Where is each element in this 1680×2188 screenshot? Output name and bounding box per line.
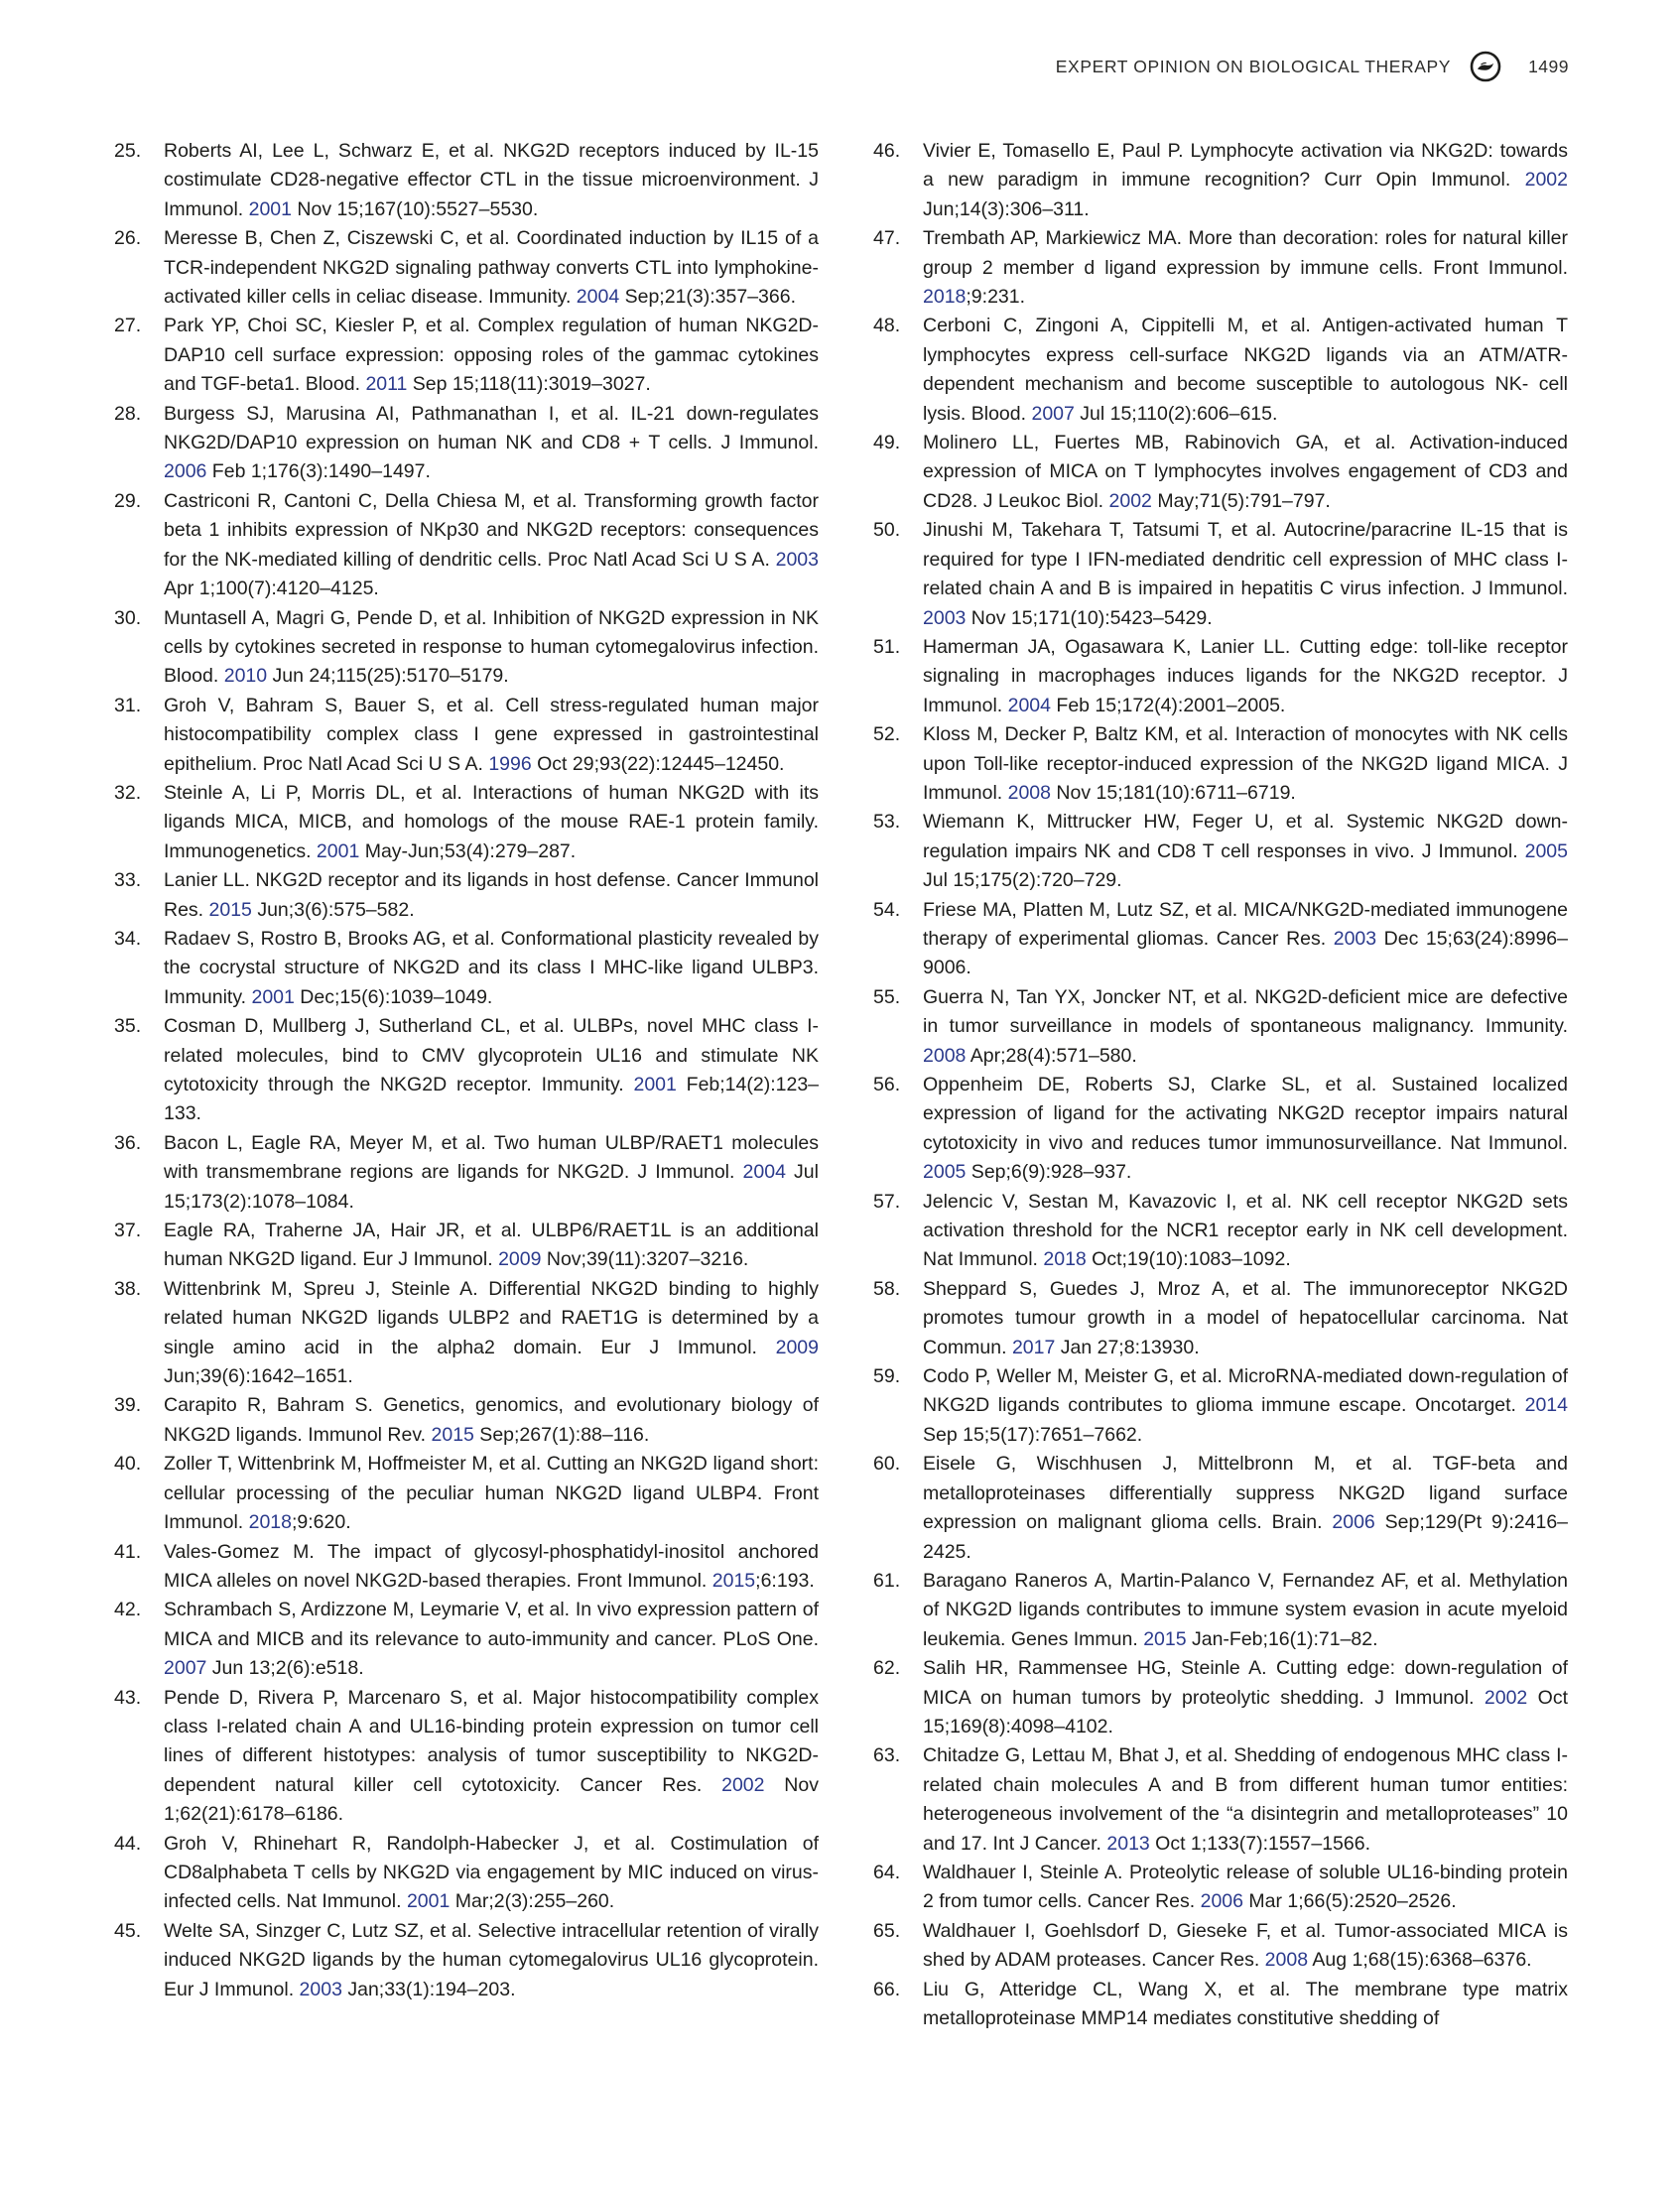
citation-year-link[interactable]: 2009 <box>498 1248 542 1271</box>
reference-text: Cosman D, Mullberg J, Sutherland CL, et al. ULBPs, novel MHC class I-related molecules, bind to CMV glycoprotein UL16 and stimulate NK cytotoxicity through the NKG2D receptor. Immunity. 2001 Feb;14(2):123–133. <box>164 1015 820 1125</box>
reference-number: 29. <box>114 489 142 512</box>
reference-number: 61. <box>873 1569 901 1592</box>
reference-text: Guerra N, Tan YX, Joncker NT, et al. NKG2D-deficient mice are defective in tumor surveillance in models of spontaneous malignancy. Immunity. 2008 Apr;28(4):571–580. <box>923 985 1568 1067</box>
reference-item <box>114 1391 819 1450</box>
citation-year-link[interactable]: 2004 <box>576 286 620 309</box>
reference-item <box>114 1217 819 1275</box>
citation-year-link[interactable]: 2006 <box>1200 1890 1243 1913</box>
references-column-left <box>114 137 819 2033</box>
citation-year-link[interactable]: 2003 <box>299 1978 342 2000</box>
reference-text: Lanier LL. NKG2D receptor and its ligands in host defense. Cancer Immunol Res. 2015 Jun;3(6):575–582. <box>164 869 819 921</box>
publisher-logo-icon <box>1469 50 1502 83</box>
reference-text: Molinero LL, Fuertes MB, Rabinovich GA, et al. Activation-induced expression of MICA on T lymphocytes involves engagement of CD3 and CD28. J Leukoc Biol. 2002 May;71(5):791–797. <box>923 432 1568 512</box>
reference-item <box>873 1741 1568 1859</box>
citation-year-link[interactable]: 2001 <box>251 985 295 1008</box>
citation-year-link[interactable]: 2018 <box>923 286 967 309</box>
reference-number: 57. <box>873 1190 901 1213</box>
reference-text: Friese MA, Platten M, Lutz SZ, et al. MICA/NKG2D-mediated immunogene therapy of experimental gliomas. Cancer Res. 2003 Dec 15;63(24):8996–9006. <box>923 898 1568 979</box>
citation-year-link[interactable]: 2015 <box>711 1569 756 1592</box>
reference-number: 30. <box>114 606 142 629</box>
reference-text: Welte SA, Sinzger C, Lutz SZ, et al. Selective intracellular retention of virally induced NKG2D ligands by the human cytomegalovirus UL16 glycoprotein. Eur J Immunol. 2003 Jan;33(1):194–203. <box>164 1919 819 2000</box>
reference-number: 44. <box>114 1832 142 1855</box>
reference-number: 42. <box>114 1599 142 1621</box>
reference-item <box>873 429 1568 516</box>
reference-number: 27. <box>114 315 142 337</box>
reference-number: 32. <box>114 781 142 804</box>
reference-text: Kloss M, Decker P, Baltz KM, et al. Interaction of monocytes with NK cells upon Toll-like receptor-induced expression of the NKG2D ligand MICA. J Immunol. 2008 Nov 15;181(10):6711–6719. <box>923 723 1568 804</box>
citation-year-link[interactable]: 2008 <box>1264 1949 1309 1972</box>
reference-number: 36. <box>114 1131 142 1154</box>
reference-number: 54. <box>873 898 901 921</box>
reference-number: 60. <box>873 1453 901 1476</box>
citation-year-link[interactable]: 2005 <box>923 1161 967 1184</box>
reference-item <box>114 1012 819 1129</box>
reference-text: Meresse B, Chen Z, Ciszewski C, et al. Coordinated induction by IL15 of a TCR-independent NKG2D signaling pathway converts CTL into lymphokine-activated killer cells in celiac disease. Immunity. 2004 Sep;21(3):357–366. <box>164 227 819 309</box>
reference-number: 43. <box>114 1686 142 1709</box>
citation-year-link[interactable]: 2006 <box>1332 1511 1375 1534</box>
reference-text: Liu G, Atteridge CL, Wang X, et al. The membrane type matrix metalloproteinase MMP14 mediates constitutive shedding of <box>923 1978 1568 2029</box>
reference-text: Eisele G, Wischhusen J, Mittelbronn M, et al. TGF-beta and metalloproteinases differentially suppress NKG2D ligand surface expression on malignant glioma cells. Brain. 2006 Sep;129(Pt 9):2416–2425. <box>923 1453 1569 1563</box>
reference-item <box>114 1684 819 1830</box>
citation-year-link[interactable]: 2001 <box>248 197 292 220</box>
reference-item <box>114 1275 819 1392</box>
reference-number: 28. <box>114 402 142 425</box>
citation-year-link[interactable]: 2010 <box>223 665 268 688</box>
reference-item <box>873 983 1568 1071</box>
reference-text: Pende D, Rivera P, Marcenaro S, et al. Major histocompatibility complex class I-related chain A and UL16-binding protein expression on tumor cell lines of different histotypes: analysis of tumor susceptibility to NKG2D-dependent natural killer cell cytotoxicity. Cancer Res. 2002 Nov 1;62(21):6178–6186. <box>164 1686 819 1826</box>
reference-number: 58. <box>873 1277 901 1300</box>
citation-year-link[interactable]: 2011 <box>365 373 408 396</box>
reference-number: 46. <box>873 140 901 162</box>
reference-item <box>114 1450 819 1537</box>
reference-number: 41. <box>114 1540 142 1563</box>
reference-number: 56. <box>873 1074 901 1095</box>
citation-year-link[interactable]: 2009 <box>775 1336 819 1358</box>
citation-year-link[interactable]: 2002 <box>1524 169 1568 192</box>
reference-item <box>873 224 1568 312</box>
page-header <box>1056 50 1569 83</box>
reference-item <box>873 808 1568 895</box>
reference-text: Eagle RA, Traherne JA, Hair JR, et al. ULBP6/RAET1L is an additional human NKG2D ligand. Eur J Immunol. 2009 Nov;39(11):3207–3216. <box>164 1220 819 1271</box>
journal-title: EXPERT OPINION ON BIOLOGICAL THERAPY <box>1055 56 1452 76</box>
citation-year-link[interactable]: 2005 <box>1524 839 1568 862</box>
citation-year-link[interactable]: 2017 <box>1011 1336 1056 1358</box>
reference-number: 63. <box>873 1744 901 1767</box>
reference-item <box>873 1188 1568 1275</box>
citation-year-link[interactable]: 2004 <box>1007 694 1051 716</box>
citation-year-link[interactable]: 2003 <box>923 606 967 629</box>
reference-item <box>873 1976 1568 2034</box>
reference-item <box>114 1596 819 1683</box>
reference-text: Wittenbrink M, Spreu J, Steinle A. Differential NKG2D binding to highly related human NKG2D ligands ULBP2 and RAET1G is determined by a single amino acid in the alpha2 domain. Eur J Immunol. 2009 Jun;39(6):1642–1651. <box>164 1277 819 1388</box>
citation-year-link[interactable]: 2008 <box>1007 781 1051 804</box>
reference-number: 38. <box>114 1277 142 1300</box>
citation-year-link[interactable]: 2002 <box>1108 489 1152 512</box>
reference-item <box>114 779 819 866</box>
citation-year-link[interactable]: 2013 <box>1106 1832 1150 1855</box>
citation-year-link[interactable]: 2003 <box>775 548 819 571</box>
reference-text: Waldhauer I, Steinle A. Proteolytic release of soluble UL16-binding protein 2 from tumor cells. Cancer Res. 2006 Mar 1;66(5):2520–2526. <box>923 1861 1568 1913</box>
reference-item <box>114 1129 819 1217</box>
citation-year-link[interactable]: 2015 <box>431 1423 474 1446</box>
references-column-right <box>873 137 1568 2033</box>
reference-text: Baragano Raneros A, Martin-Palanco V, Fernandez AF, et al. Methylation of NKG2D ligands contributes to immune system evasion in acute myeloid leukemia. Genes Immun. 2015 Jan-Feb;16(1):71–82. <box>923 1569 1568 1650</box>
reference-number: 37. <box>114 1220 142 1242</box>
reference-text: Trembath AP, Markiewicz MA. More than decoration: roles for natural killer group 2 member d ligand expression by immune cells. Front Immunol. 2018;9:231. <box>923 227 1568 309</box>
reference-text: Vales-Gomez M. The impact of glycosyl-phosphatidyl-inositol anchored MICA alleles on novel NKG2D-based therapies. Front Immunol. 2015;6:193. <box>164 1540 819 1592</box>
reference-item <box>114 224 819 312</box>
reference-item <box>873 720 1568 808</box>
reference-text: Castriconi R, Cantoni C, Della Chiesa M, et al. Transforming growth factor beta 1 inhibits expression of NKp30 and NKG2D receptors: consequences for the NK-mediated killing of dendritic cells. Proc Natl Acad Sci U S A. 2003 Apr 1;100(7):4120–4125. <box>164 489 819 600</box>
reference-item <box>873 1859 1568 1917</box>
reference-item <box>114 312 819 399</box>
reference-text: Radaev S, Rostro B, Brooks AG, et al. Conformational plasticity revealed by the cocrystal structure of NKG2D and its class I MHC-like ligand ULBP3. Immunity. 2001 Dec;15(6):1039–1049. <box>164 927 819 1008</box>
reference-item <box>114 925 819 1012</box>
citation-year-link[interactable]: 2015 <box>1143 1627 1187 1650</box>
reference-number: 55. <box>873 985 901 1008</box>
reference-text: Groh V, Bahram S, Bauer S, et al. Cell stress-regulated human major histocompatibility complex class I gene expressed in gastrointestinal epithelium. Proc Natl Acad Sci U S A. 1996 Oct 29;93(22):12445–12450. <box>164 694 819 775</box>
reference-number: 39. <box>114 1394 142 1417</box>
citation-year-link[interactable]: 2002 <box>1484 1686 1528 1709</box>
reference-item <box>873 1567 1568 1654</box>
citation-year-link[interactable]: 1996 <box>488 752 532 775</box>
reference-number: 49. <box>873 432 901 454</box>
reference-number: 62. <box>873 1657 901 1680</box>
reference-item <box>114 400 819 487</box>
reference-number: 48. <box>873 315 901 337</box>
reference-number: 31. <box>114 694 142 716</box>
reference-item <box>873 1362 1568 1450</box>
reference-text: Burgess SJ, Marusina AI, Pathmanathan I, et al. IL-21 down-regulates NKG2D/DAP10 expression on human NK and CD8 + T cells. J Immunol. 2006 Feb 1;176(3):1490–1497. <box>164 402 819 483</box>
reference-number: 40. <box>114 1453 142 1476</box>
reference-item <box>114 604 819 692</box>
reference-item <box>873 1450 1568 1567</box>
reference-number: 53. <box>873 811 901 834</box>
reference-text: Bacon L, Eagle RA, Meyer M, et al. Two human ULBP/RAET1 molecules with transmembrane regions are ligands for NKG2D. J Immunol. 2004 Jul 15;173(2):1078–1084. <box>164 1131 819 1213</box>
reference-number: 64. <box>873 1861 901 1883</box>
citation-year-link[interactable]: 2015 <box>208 898 252 921</box>
reference-item <box>114 137 819 224</box>
citation-year-link[interactable]: 2001 <box>406 1890 451 1913</box>
reference-item <box>114 487 819 604</box>
reference-text: Schrambach S, Ardizzone M, Leymarie V, et al. In vivo expression pattern of MICA and MICB and its relevance to auto-immunity and cancer. PLoS One. 2007 Jun 13;2(6):e518. <box>164 1599 819 1680</box>
reference-number: 26. <box>114 227 142 250</box>
reference-number: 51. <box>873 635 901 658</box>
references-list <box>114 137 1568 2033</box>
reference-item <box>873 312 1568 429</box>
reference-text: Salih HR, Rammensee HG, Steinle A. Cutting edge: down-regulation of MICA on human tumors by proteolytic shedding. J Immunol. 2002 Oct 15;169(8):4098–4102. <box>923 1657 1568 1738</box>
reference-number: 52. <box>873 723 901 746</box>
citation-year-link[interactable]: 2007 <box>1031 402 1075 425</box>
reference-item <box>873 1654 1568 1741</box>
reference-text: Codo P, Weller M, Meister G, et al. MicroRNA-mediated down-regulation of NKG2D ligands contributes to glioma immune escape. Oncotarget. 2014 Sep 15;5(17):7651–7662. <box>923 1365 1568 1446</box>
reference-text: Jinushi M, Takehara T, Tatsumi T, et al. Autocrine/paracrine IL-15 that is required for type I IFN-mediated dendritic cell expression of MHC class I-related chain A and B is impaired in hepatitis C virus infection. J Immunol. 2003 Nov 15;171(10):5423–5429. <box>923 519 1568 629</box>
citation-year-link[interactable]: 2018 <box>248 1511 292 1534</box>
reference-item <box>873 1275 1568 1362</box>
page-number: 1499 <box>1528 56 1569 76</box>
reference-item <box>114 692 819 779</box>
reference-number: 45. <box>114 1919 142 1942</box>
reference-number: 59. <box>873 1365 901 1388</box>
reference-text: Oppenheim DE, Roberts SJ, Clarke SL, et al. Sustained localized expression of ligand for the activating NKG2D receptor impairs natural cytotoxicity in vivo and reduces tumor immunosurveillance. Nat Immunol. 2005 Sep;6(9):928–937. <box>923 1074 1568 1184</box>
reference-text: Sheppard S, Guedes J, Mroz A, et al. The immunoreceptor NKG2D promotes tumour growth in a model of hepatocellular carcinoma. Nat Commun. 2017 Jan 27;8:13930. <box>923 1277 1568 1358</box>
citation-year-link[interactable]: 2004 <box>742 1161 786 1184</box>
reference-text: Groh V, Rhinehart R, Randolph-Habecker J, et al. Costimulation of CD8alphabeta T cells by NKG2D via engagement by MIC induced on virus-infected cells. Nat Immunol. 2001 Mar;2(3):255–260. <box>164 1832 819 1913</box>
reference-item <box>114 1917 819 2004</box>
reference-text: Zoller T, Wittenbrink M, Hoffmeister M, et al. Cutting an NKG2D ligand short: cellular processing of the peculiar human NKG2D ligand ULBP4. Front Immunol. 2018;9:620. <box>164 1453 819 1534</box>
citation-year-link[interactable]: 2007 <box>164 1657 207 1680</box>
reference-text: Cerboni C, Zingoni A, Cippitelli M, et al. Antigen-activated human T lymphocytes express cell-surface NKG2D ligands via an ATM/ATR-dependent mechanism and become susceptible to autologous NK- cell lysis. Blood. 2007 Jul 15;110(2):606–615. <box>923 315 1568 425</box>
reference-item <box>873 633 1568 720</box>
reference-number: 25. <box>114 140 142 162</box>
reference-text: Vivier E, Tomasello E, Paul P. Lymphocyte activation via NKG2D: towards a new paradigm in immune recognition? Curr Opin Immunol. 2002 Jun;14(3):306–311. <box>923 140 1568 220</box>
reference-text: Jelencic V, Sestan M, Kavazovic I, et al. NK cell receptor NKG2D sets activation threshold for the NCR1 receptor early in NK cell development. Nat Immunol. 2018 Oct;19(10):1083–1092. <box>923 1190 1568 1271</box>
reference-item <box>114 1538 819 1597</box>
reference-text: Steinle A, Li P, Morris DL, et al. Interactions of human NKG2D with its ligands MICA, MICB, and homologs of the mouse RAE-1 protein family. Immunogenetics. 2001 May-Jun;53(4):279–287. <box>164 781 819 862</box>
citation-year-link[interactable]: 2006 <box>164 460 207 483</box>
reference-text: Wiemann K, Mittrucker HW, Feger U, et al. Systemic NKG2D down-regulation impairs NK and CD8 T cell responses in vivo. J Immunol. 2005 Jul 15;175(2):720–729. <box>923 811 1568 892</box>
reference-number: 47. <box>873 227 901 250</box>
reference-item <box>873 1071 1568 1188</box>
reference-number: 50. <box>873 519 901 542</box>
reference-item <box>873 516 1568 633</box>
reference-text: Roberts AI, Lee L, Schwarz E, et al. NKG2D receptors induced by IL-15 costimulate CD28-negative effector CTL in the tissue microenvironment. J Immunol. 2001 Nov 15;167(10):5527–5530. <box>164 140 819 220</box>
reference-text: Carapito R, Bahram S. Genetics, genomics, and evolutionary biology of NKG2D ligands. Immunol Rev. 2015 Sep;267(1):88–116. <box>164 1394 819 1446</box>
reference-item <box>114 1830 819 1917</box>
reference-text: Chitadze G, Lettau M, Bhat J, et al. Shedding of endogenous MHC class I-related chain molecules A and B from different human tumor entities: heterogeneous involvement of the “a disintegrin and metalloproteases” 10 and 17. Int J Cancer. 2013 Oct 1;133(7):1557–1566. <box>923 1744 1568 1855</box>
citation-year-link[interactable]: 2008 <box>923 1044 967 1067</box>
reference-text: Hamerman JA, Ogasawara K, Lanier LL. Cutting edge: toll-like receptor signaling in macrophages induces ligands for the NKG2D receptor. J Immunol. 2004 Feb 15;172(4):2001–2005. <box>923 635 1568 716</box>
reference-number: 66. <box>873 1978 901 2000</box>
reference-text: Park YP, Choi SC, Kiesler P, et al. Complex regulation of human NKG2D-DAP10 cell surface expression: opposing roles of the gammac cytokines and TGF-beta1. Blood. 2011 Sep 15;118(11):3019–3027. <box>164 315 819 396</box>
reference-item <box>873 896 1568 983</box>
citation-year-link[interactable]: 2002 <box>721 1773 765 1796</box>
reference-text: Muntasell A, Magri G, Pende D, et al. Inhibition of NKG2D expression in NK cells by cytokines secreted in response to human cytomegalovirus infection. Blood. 2010 Jun 24;115(25):5170–5179. <box>164 606 819 688</box>
citation-year-link[interactable]: 2018 <box>1043 1248 1087 1271</box>
reference-item <box>873 1917 1568 1976</box>
reference-text: Waldhauer I, Goehlsdorf D, Gieseke F, et al. Tumor-associated MICA is shed by ADAM proteases. Cancer Res. 2008 Aug 1;68(15):6368–6376. <box>923 1919 1568 1972</box>
citation-year-link[interactable]: 2003 <box>1333 927 1377 950</box>
reference-number: 35. <box>114 1015 142 1038</box>
reference-item <box>873 137 1568 224</box>
citation-year-link[interactable]: 2001 <box>316 839 360 862</box>
reference-item <box>114 866 819 925</box>
citation-year-link[interactable]: 2014 <box>1524 1394 1568 1417</box>
reference-number: 34. <box>114 927 142 950</box>
reference-number: 65. <box>873 1919 901 1942</box>
reference-number: 33. <box>114 869 142 892</box>
citation-year-link[interactable]: 2001 <box>633 1074 677 1095</box>
